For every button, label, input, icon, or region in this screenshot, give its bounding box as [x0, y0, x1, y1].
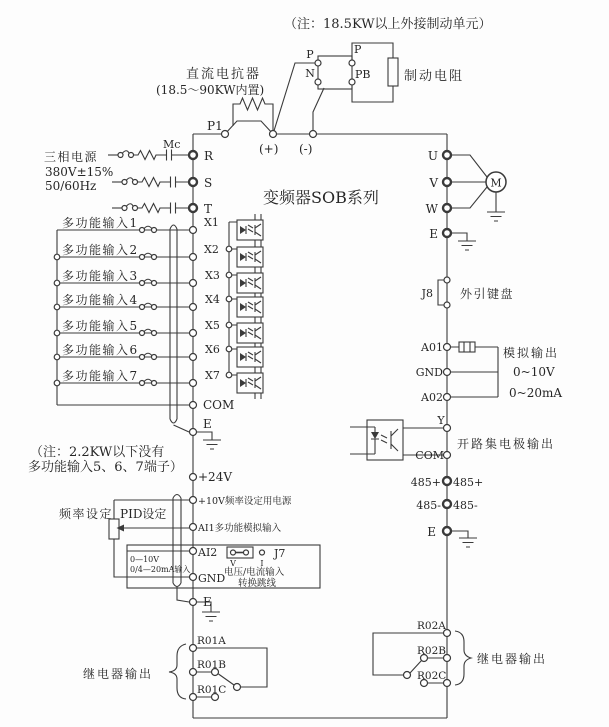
label-mc: Mc: [163, 138, 181, 151]
terminal-u: [443, 151, 451, 159]
term-a02: A02: [421, 391, 443, 404]
term-r01b: R01B: [197, 659, 226, 671]
terminal-e4: [443, 527, 451, 535]
term-w: W: [425, 202, 438, 216]
ao-label: 模拟输出: [503, 346, 560, 360]
ground-symbol: [487, 212, 505, 221]
label-j8: J8: [421, 287, 433, 300]
terminal-r: [189, 151, 197, 159]
di-label-7: 多功能输入7: [62, 369, 139, 383]
term-r02b: R02B: [417, 645, 446, 657]
power-line2: 380V±15%: [45, 165, 114, 179]
relay1-label: 继电器输出: [83, 667, 154, 681]
dc-reactor-symbol: [233, 98, 273, 134]
label-r: R: [204, 149, 214, 163]
relay2-label: 继电器输出: [477, 652, 548, 666]
di-switch-symbols: [140, 226, 157, 385]
brake-resistor-label: 制动电阻: [404, 69, 465, 84]
terminal-e1: [190, 429, 197, 436]
terminal-s: [189, 178, 197, 186]
term-gnd-left: GND: [198, 572, 226, 585]
ground-symbol: [203, 440, 221, 449]
ao-range-1: 0~10V: [513, 365, 555, 379]
j7-caption-2: 转换跳线: [238, 578, 277, 589]
term-y: Y: [437, 414, 445, 427]
brake-pin-p-left: P: [306, 48, 314, 61]
ao-load-symbol: [459, 342, 475, 352]
power-line3: 50/60Hz: [45, 179, 97, 193]
label-j7-v: V: [230, 559, 236, 568]
term-r02a: R02A: [417, 620, 446, 632]
braking-resistor-symbol: [388, 58, 398, 86]
ao-range-2: 0~20mA: [509, 386, 563, 400]
label-ai1: AI1多功能模拟输入: [198, 523, 282, 534]
di-label-3: 多功能输入3: [62, 269, 139, 283]
potentiometer-symbol: [109, 519, 119, 539]
shielded-cable-1: [170, 225, 189, 432]
label-t: T: [204, 202, 213, 216]
braking-unit-box: [318, 56, 352, 89]
terminal-ai1: [190, 524, 197, 531]
term-r01a: R01A: [197, 635, 226, 647]
term-com: COM: [203, 398, 235, 412]
term-e1: E: [203, 417, 212, 431]
label-p1: P1: [207, 119, 223, 133]
wiper-arrow: [117, 525, 125, 532]
dc-reactor-name: 直流电抗器: [186, 67, 262, 82]
di-label-1: 多功能输入1: [62, 216, 139, 230]
terminal-r01c: [190, 694, 197, 701]
terminal-a02: [444, 394, 451, 401]
term-x5: X5: [205, 319, 220, 332]
terminal-t: [189, 204, 197, 212]
oc-label: 开路集电极输出: [457, 437, 556, 451]
ground-symbol: [459, 538, 477, 547]
di-label-4: 多功能输入4: [62, 293, 139, 307]
label-j7-i: I: [260, 559, 264, 568]
label-freq-set: 频率设定: [59, 507, 114, 521]
terminal-r01b: [190, 669, 197, 676]
terminal-com-right: [444, 452, 451, 459]
terminal-gnd-right: [444, 369, 451, 376]
top-note: （注：18.5KW以上外接制动单元）: [284, 17, 492, 32]
term-e2: E: [203, 595, 212, 609]
relay1-brace: [169, 644, 186, 699]
relay2-brace: [455, 631, 471, 685]
brake-pin-p-right: P: [354, 43, 362, 56]
terminal-r01a: [190, 645, 197, 652]
di-label-2: 多功能输入2: [62, 243, 139, 257]
term-e3: E: [429, 227, 438, 241]
ground-symbol: [458, 241, 476, 250]
brake-pin-n-left: N: [305, 67, 315, 80]
label-minus: (-): [299, 142, 313, 156]
j7-caption-1: 电压/电流输入: [224, 567, 285, 578]
di-optocoupler-symbols: [237, 220, 263, 393]
di-label-6: 多功能输入6: [62, 343, 139, 357]
dc-reactor-range: (18.5～90KW内置): [156, 83, 265, 97]
ai2-range-2: 0/4—20mA输入: [130, 565, 191, 574]
terminal-a01: [444, 344, 451, 351]
shielded-cable-2: [173, 495, 189, 603]
terminal-24v: [190, 474, 197, 481]
term-gnd-right: GND: [415, 366, 443, 379]
term-u: U: [427, 149, 438, 163]
terminal-10v: [190, 497, 197, 504]
j8-bracket: [438, 280, 444, 305]
term-ai2: AI2: [198, 546, 218, 559]
terminal-ai2: [190, 548, 197, 555]
label-485p-left: 485+: [410, 476, 441, 489]
terminal-gnd-left: [190, 574, 197, 581]
di-label-5: 多功能输入5: [62, 319, 139, 333]
inverter-title: 变频器SOB系列: [263, 188, 379, 207]
terminal-minus: [310, 131, 317, 138]
label-485n-right: 485-: [453, 499, 478, 512]
phase-input-symbols: [108, 150, 197, 214]
term-e4: E: [427, 525, 436, 539]
terminal-w: [443, 204, 451, 212]
label-485p-right: 485+: [453, 476, 484, 489]
di-note-1: （注：2.2KW以下没有: [30, 445, 165, 460]
term-x7: X7: [205, 369, 220, 382]
label-s: S: [204, 176, 213, 190]
term-v: V: [429, 176, 438, 190]
term-x6: X6: [205, 343, 220, 356]
motor-m: M: [490, 176, 502, 190]
term-x4: X4: [205, 293, 220, 306]
term-x3: X3: [205, 269, 220, 282]
label-10v: +10V频率设定用电源: [198, 496, 292, 507]
terminal-e2: [190, 599, 197, 606]
label-j7: J7: [274, 547, 286, 560]
ground-symbol: [202, 612, 220, 621]
term-r02c: R02C: [417, 670, 447, 682]
term-x1: X1: [204, 216, 219, 229]
label-485n-left: 485-: [416, 499, 441, 512]
terminal-plus: [270, 131, 277, 138]
brake-pin-pb-right: PB: [355, 68, 371, 81]
ai2-range-1: 0—10V: [130, 555, 160, 564]
dc-link-jumper: [225, 121, 273, 134]
terminal-e3: [443, 229, 451, 237]
term-24v: +24V: [198, 470, 232, 484]
term-x2: X2: [204, 243, 219, 256]
label-plus: (+): [259, 142, 279, 156]
term-com-right: COM: [415, 449, 444, 462]
term-r01c: R01C: [197, 684, 227, 696]
term-a01: A01: [421, 341, 443, 354]
power-line1: 三相电源: [44, 150, 99, 164]
terminal-485n: [443, 500, 451, 508]
di-note-2: 多功能输入5、6、7端子）: [28, 460, 183, 475]
label-keypad: 外引键盘: [460, 287, 515, 301]
terminal-485p: [443, 477, 451, 485]
terminal-com: [190, 402, 197, 409]
terminal-v: [443, 178, 451, 186]
label-pid-set: PID设定: [120, 507, 167, 521]
